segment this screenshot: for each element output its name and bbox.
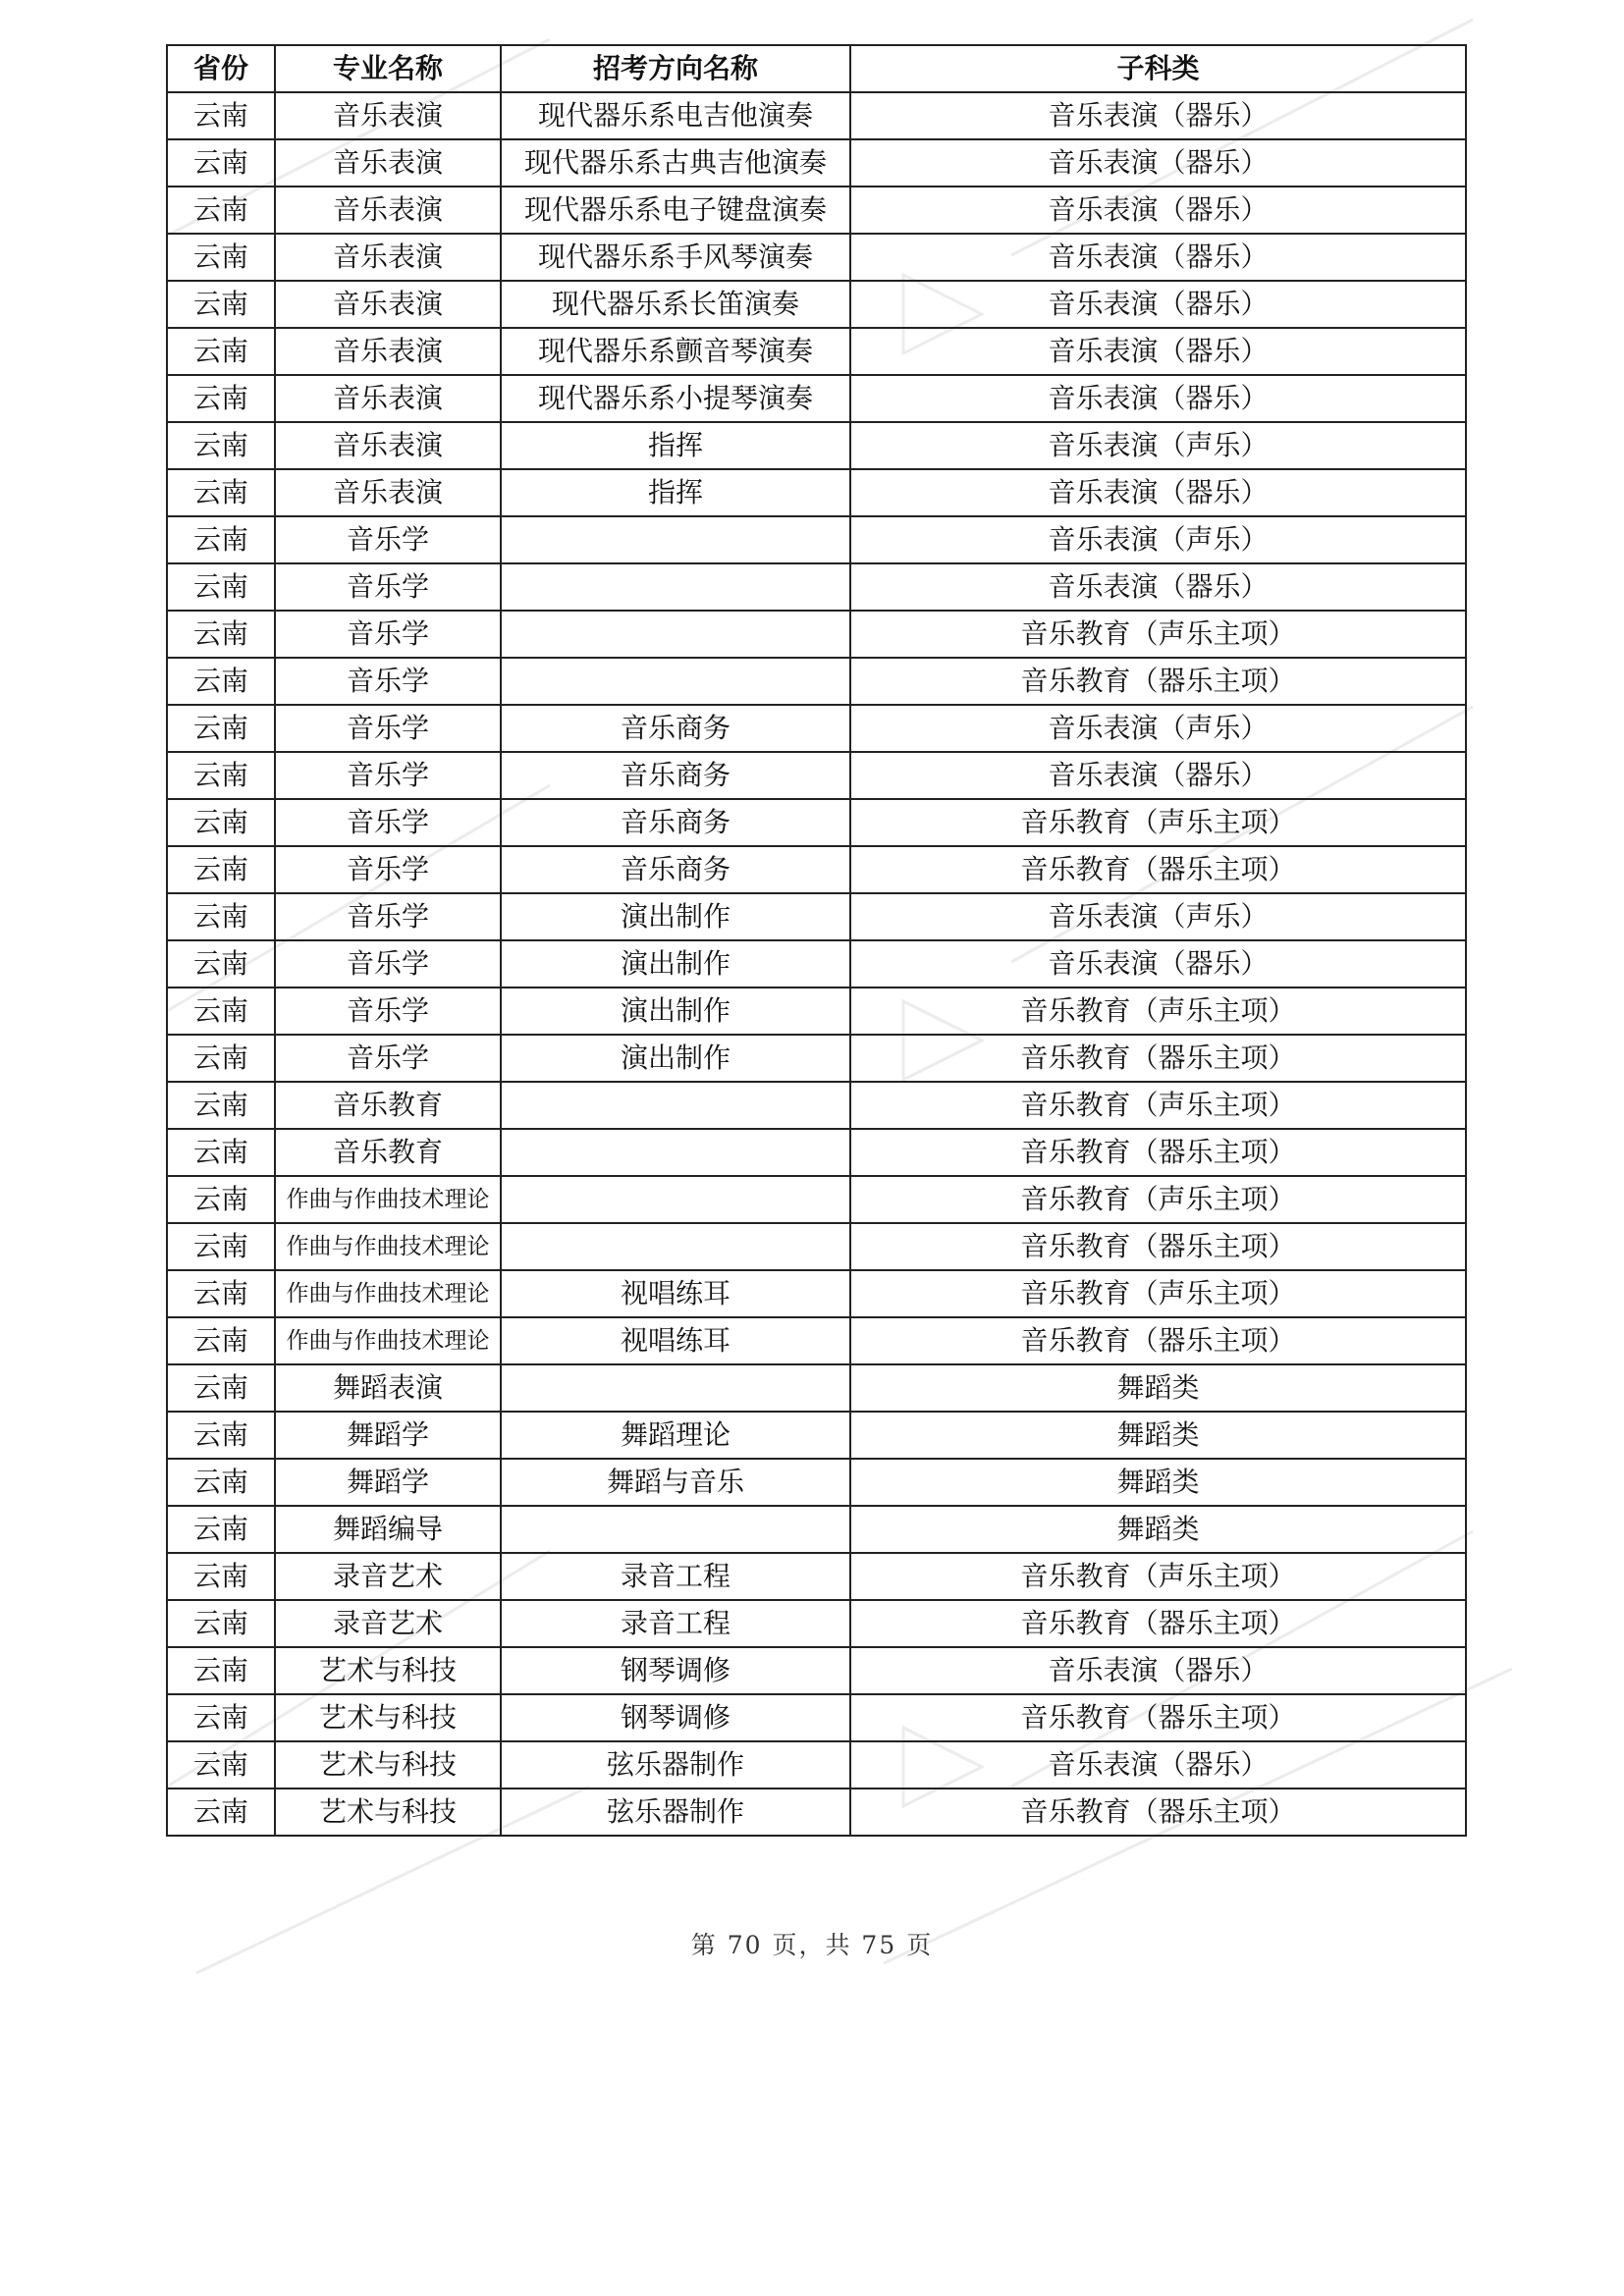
subcategory-cell: 音乐教育（器乐主项） xyxy=(850,1600,1466,1647)
major-name-cell: 音乐表演 xyxy=(275,281,501,328)
table-row xyxy=(167,1270,1466,1317)
header-subcategory: 子科类 xyxy=(850,45,1466,92)
subcategory-cell: 音乐表演（器乐） xyxy=(850,92,1466,139)
major-name-cell: 音乐学 xyxy=(275,752,501,799)
subcategory-cell: 音乐教育（器乐主项） xyxy=(850,1129,1466,1176)
subcategory-cell: 音乐表演（声乐） xyxy=(850,422,1466,469)
table-row xyxy=(167,1506,1466,1553)
table-row xyxy=(167,1317,1466,1364)
direction-name-cell: 舞蹈理论 xyxy=(501,1412,850,1459)
province-cell: 云南 xyxy=(167,1223,275,1270)
table-row xyxy=(167,846,1466,893)
direction-name-cell: 钢琴调修 xyxy=(501,1647,850,1694)
province-cell: 云南 xyxy=(167,1694,275,1741)
province-cell: 云南 xyxy=(167,1035,275,1082)
major-name-cell: 音乐表演 xyxy=(275,187,501,234)
province-cell: 云南 xyxy=(167,1741,275,1789)
subcategory-cell: 音乐表演（器乐） xyxy=(850,234,1466,281)
direction-name-cell: 指挥 xyxy=(501,469,850,516)
direction-name-cell: 音乐商务 xyxy=(501,705,850,752)
subcategory-cell: 音乐表演（器乐） xyxy=(850,752,1466,799)
subcategory-cell: 音乐教育（器乐主项） xyxy=(850,1317,1466,1364)
table-row xyxy=(167,752,1466,799)
major-name-cell: 艺术与科技 xyxy=(275,1647,501,1694)
major-name-cell: 音乐学 xyxy=(275,799,501,846)
table-row xyxy=(167,1035,1466,1082)
province-cell: 云南 xyxy=(167,1082,275,1129)
direction-name-cell: 音乐商务 xyxy=(501,752,850,799)
major-name-cell: 音乐学 xyxy=(275,705,501,752)
province-cell: 云南 xyxy=(167,1176,275,1223)
direction-name-cell: 现代器乐系电子键盘演奏 xyxy=(501,187,850,234)
subcategory-cell: 音乐表演（器乐） xyxy=(850,187,1466,234)
subcategory-cell: 音乐教育（声乐主项） xyxy=(850,799,1466,846)
major-name-cell: 艺术与科技 xyxy=(275,1789,501,1836)
direction-name-cell xyxy=(501,1082,850,1129)
direction-name-cell: 指挥 xyxy=(501,422,850,469)
major-name-cell: 艺术与科技 xyxy=(275,1741,501,1789)
major-name-cell: 舞蹈学 xyxy=(275,1412,501,1459)
province-cell: 云南 xyxy=(167,469,275,516)
table-row xyxy=(167,1223,1466,1270)
province-cell: 云南 xyxy=(167,1412,275,1459)
header-province: 省份 xyxy=(167,45,275,92)
direction-name-cell xyxy=(501,1506,850,1553)
province-cell: 云南 xyxy=(167,846,275,893)
table-header-row xyxy=(167,45,1466,92)
direction-name-cell: 弦乐器制作 xyxy=(501,1789,850,1836)
province-cell: 云南 xyxy=(167,799,275,846)
province-cell: 云南 xyxy=(167,658,275,705)
province-cell: 云南 xyxy=(167,1459,275,1506)
subcategory-cell: 音乐表演（器乐） xyxy=(850,139,1466,187)
table-row xyxy=(167,988,1466,1035)
province-cell: 云南 xyxy=(167,1364,275,1412)
direction-name-cell: 现代器乐系手风琴演奏 xyxy=(501,234,850,281)
direction-name-cell: 演出制作 xyxy=(501,1035,850,1082)
table-row xyxy=(167,1600,1466,1647)
province-cell: 云南 xyxy=(167,563,275,611)
direction-name-cell xyxy=(501,1129,850,1176)
table-row xyxy=(167,611,1466,658)
table-row xyxy=(167,187,1466,234)
major-name-cell: 音乐学 xyxy=(275,658,501,705)
province-cell: 云南 xyxy=(167,611,275,658)
province-cell: 云南 xyxy=(167,752,275,799)
major-name-cell: 音乐学 xyxy=(275,893,501,940)
major-name-cell: 录音艺术 xyxy=(275,1553,501,1600)
major-name-cell: 音乐学 xyxy=(275,846,501,893)
direction-name-cell: 演出制作 xyxy=(501,988,850,1035)
subcategory-cell: 音乐表演（声乐） xyxy=(850,893,1466,940)
province-cell: 云南 xyxy=(167,234,275,281)
major-name-cell: 作曲与作曲技术理论 xyxy=(275,1223,501,1270)
major-name-cell: 音乐表演 xyxy=(275,469,501,516)
table-row xyxy=(167,92,1466,139)
province-cell: 云南 xyxy=(167,1789,275,1836)
province-cell: 云南 xyxy=(167,281,275,328)
direction-name-cell xyxy=(501,563,850,611)
subcategory-cell: 音乐教育（器乐主项） xyxy=(850,846,1466,893)
province-cell: 云南 xyxy=(167,705,275,752)
table-row xyxy=(167,422,1466,469)
table-row xyxy=(167,658,1466,705)
table-row xyxy=(167,1176,1466,1223)
subcategory-cell: 音乐表演（声乐） xyxy=(850,516,1466,563)
province-cell: 云南 xyxy=(167,1317,275,1364)
table-row xyxy=(167,799,1466,846)
subcategory-cell: 音乐教育（声乐主项） xyxy=(850,1176,1466,1223)
direction-name-cell xyxy=(501,1364,850,1412)
major-name-cell: 音乐表演 xyxy=(275,422,501,469)
subcategory-cell: 音乐表演（器乐） xyxy=(850,281,1466,328)
major-name-cell: 艺术与科技 xyxy=(275,1694,501,1741)
subcategory-cell: 音乐教育（器乐主项） xyxy=(850,658,1466,705)
subcategory-cell: 音乐表演（器乐） xyxy=(850,940,1466,988)
table-row xyxy=(167,1647,1466,1694)
table-row xyxy=(167,1553,1466,1600)
major-name-cell: 舞蹈表演 xyxy=(275,1364,501,1412)
table-row xyxy=(167,1412,1466,1459)
subcategory-cell: 音乐表演（声乐） xyxy=(850,705,1466,752)
subcategory-cell: 音乐表演（器乐） xyxy=(850,375,1466,422)
subcategory-cell: 音乐教育（器乐主项） xyxy=(850,1789,1466,1836)
direction-name-cell: 演出制作 xyxy=(501,893,850,940)
table-row xyxy=(167,469,1466,516)
table-row xyxy=(167,1082,1466,1129)
province-cell: 云南 xyxy=(167,328,275,375)
subcategory-cell: 音乐教育（声乐主项） xyxy=(850,611,1466,658)
direction-name-cell: 视唱练耳 xyxy=(501,1317,850,1364)
direction-name-cell: 弦乐器制作 xyxy=(501,1741,850,1789)
subcategory-cell: 音乐教育（声乐主项） xyxy=(850,1082,1466,1129)
province-cell: 云南 xyxy=(167,893,275,940)
major-name-cell: 作曲与作曲技术理论 xyxy=(275,1176,501,1223)
subcategory-cell: 音乐表演（器乐） xyxy=(850,1647,1466,1694)
direction-name-cell: 现代器乐系电吉他演奏 xyxy=(501,92,850,139)
subcategory-cell: 音乐表演（器乐） xyxy=(850,328,1466,375)
major-name-cell: 音乐学 xyxy=(275,516,501,563)
table-row xyxy=(167,328,1466,375)
major-name-cell: 音乐学 xyxy=(275,1035,501,1082)
header-major-name: 专业名称 xyxy=(275,45,501,92)
province-cell: 云南 xyxy=(167,1129,275,1176)
subcategory-cell: 音乐教育（声乐主项） xyxy=(850,1553,1466,1600)
province-cell: 云南 xyxy=(167,422,275,469)
major-name-cell: 音乐学 xyxy=(275,563,501,611)
direction-name-cell: 录音工程 xyxy=(501,1600,850,1647)
table-row xyxy=(167,281,1466,328)
subcategory-cell: 舞蹈类 xyxy=(850,1412,1466,1459)
table-row xyxy=(167,1364,1466,1412)
direction-name-cell: 现代器乐系长笛演奏 xyxy=(501,281,850,328)
province-cell: 云南 xyxy=(167,187,275,234)
province-cell: 云南 xyxy=(167,940,275,988)
direction-name-cell xyxy=(501,658,850,705)
direction-name-cell: 钢琴调修 xyxy=(501,1694,850,1741)
major-name-cell: 音乐表演 xyxy=(275,375,501,422)
direction-name-cell: 现代器乐系古典吉他演奏 xyxy=(501,139,850,187)
table-row xyxy=(167,1789,1466,1836)
program-table xyxy=(166,44,1467,1837)
table-row xyxy=(167,234,1466,281)
header-direction-name: 招考方向名称 xyxy=(501,45,850,92)
table-row xyxy=(167,1694,1466,1741)
province-cell: 云南 xyxy=(167,516,275,563)
province-cell: 云南 xyxy=(167,1600,275,1647)
table-row xyxy=(167,516,1466,563)
major-name-cell: 音乐表演 xyxy=(275,234,501,281)
subcategory-cell: 音乐教育（器乐主项） xyxy=(850,1223,1466,1270)
page-number-footer: 第 70 页，共 75 页 xyxy=(690,1931,934,1959)
province-cell: 云南 xyxy=(167,1647,275,1694)
table-row xyxy=(167,139,1466,187)
subcategory-cell: 舞蹈类 xyxy=(850,1364,1466,1412)
province-cell: 云南 xyxy=(167,1553,275,1600)
direction-name-cell xyxy=(501,1176,850,1223)
subcategory-cell: 音乐教育（器乐主项） xyxy=(850,1035,1466,1082)
major-name-cell: 音乐表演 xyxy=(275,92,501,139)
major-name-cell: 舞蹈编导 xyxy=(275,1506,501,1553)
direction-name-cell: 演出制作 xyxy=(501,940,850,988)
table-row xyxy=(167,940,1466,988)
subcategory-cell: 音乐表演（器乐） xyxy=(850,563,1466,611)
major-name-cell: 作曲与作曲技术理论 xyxy=(275,1270,501,1317)
direction-name-cell: 视唱练耳 xyxy=(501,1270,850,1317)
direction-name-cell: 现代器乐系颤音琴演奏 xyxy=(501,328,850,375)
direction-name-cell xyxy=(501,1223,850,1270)
province-cell: 云南 xyxy=(167,139,275,187)
major-name-cell: 作曲与作曲技术理论 xyxy=(275,1317,501,1364)
table-body xyxy=(167,92,1466,1836)
direction-name-cell: 音乐商务 xyxy=(501,846,850,893)
table-row xyxy=(167,375,1466,422)
subcategory-cell: 音乐表演（器乐） xyxy=(850,469,1466,516)
province-cell: 云南 xyxy=(167,1270,275,1317)
major-name-cell: 音乐教育 xyxy=(275,1129,501,1176)
province-cell: 云南 xyxy=(167,1506,275,1553)
major-name-cell: 音乐表演 xyxy=(275,328,501,375)
province-cell: 云南 xyxy=(167,988,275,1035)
table-row xyxy=(167,705,1466,752)
province-cell: 云南 xyxy=(167,92,275,139)
table-row xyxy=(167,893,1466,940)
major-name-cell: 音乐学 xyxy=(275,940,501,988)
major-name-cell: 音乐表演 xyxy=(275,139,501,187)
table-row xyxy=(167,1459,1466,1506)
direction-name-cell xyxy=(501,516,850,563)
subcategory-cell: 舞蹈类 xyxy=(850,1459,1466,1506)
direction-name-cell: 现代器乐系小提琴演奏 xyxy=(501,375,850,422)
direction-name-cell: 舞蹈与音乐 xyxy=(501,1459,850,1506)
subcategory-cell: 音乐教育（声乐主项） xyxy=(850,988,1466,1035)
major-name-cell: 舞蹈学 xyxy=(275,1459,501,1506)
table-row xyxy=(167,1741,1466,1789)
major-name-cell: 音乐教育 xyxy=(275,1082,501,1129)
subcategory-cell: 音乐表演（器乐） xyxy=(850,1741,1466,1789)
direction-name-cell: 音乐商务 xyxy=(501,799,850,846)
province-cell: 云南 xyxy=(167,375,275,422)
major-name-cell: 音乐学 xyxy=(275,611,501,658)
direction-name-cell: 录音工程 xyxy=(501,1553,850,1600)
major-name-cell: 录音艺术 xyxy=(275,1600,501,1647)
direction-name-cell xyxy=(501,611,850,658)
subcategory-cell: 音乐教育（器乐主项） xyxy=(850,1694,1466,1741)
table-row xyxy=(167,1129,1466,1176)
major-name-cell: 音乐学 xyxy=(275,988,501,1035)
subcategory-cell: 舞蹈类 xyxy=(850,1506,1466,1553)
subcategory-cell: 音乐教育（声乐主项） xyxy=(850,1270,1466,1317)
table-row xyxy=(167,563,1466,611)
